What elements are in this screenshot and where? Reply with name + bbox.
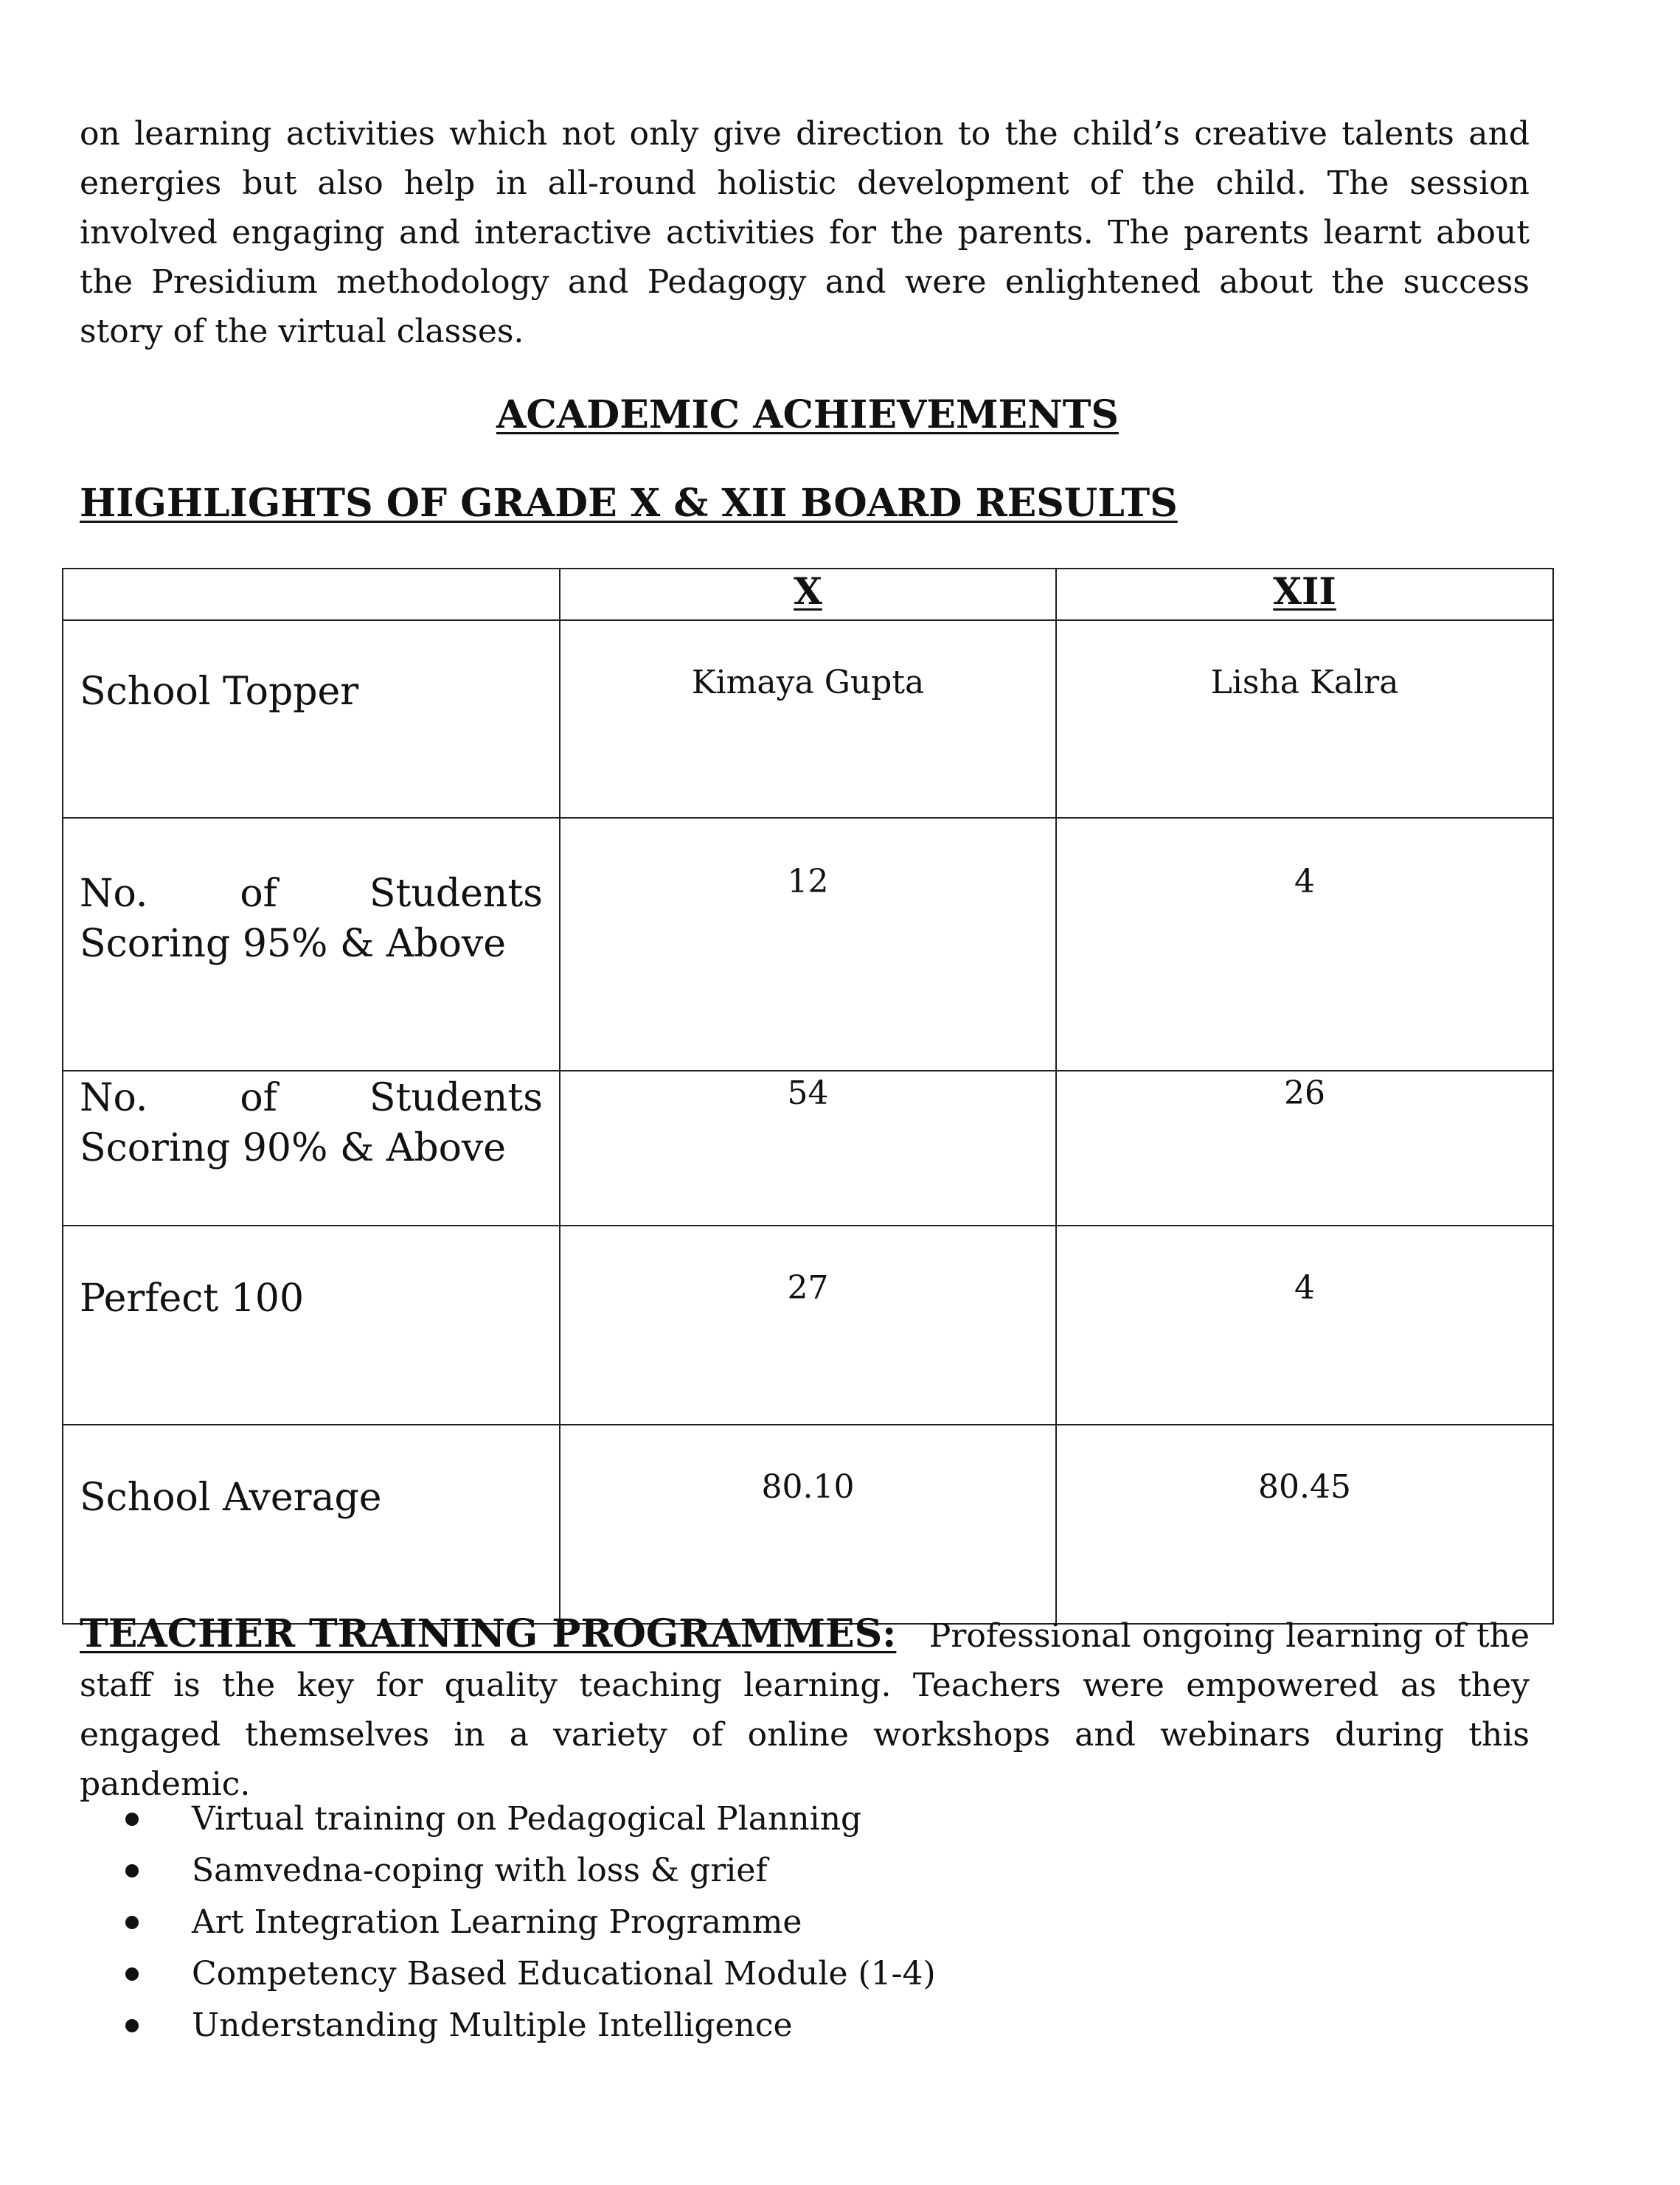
intro-paragraph: on learning activities which not only give direction to the child’s creative talents and energies but also help in all-round holistic development of the child. The session involved engaging and interactive activities for the parents. The parents learnt about the Presidium methodology and Pedagogy and were enlightened about the success story of the virtual classes. (80, 115, 1530, 350)
section-title (0, 389, 1615, 441)
list-item (125, 1793, 936, 1845)
cell-x: 80.10 (560, 1425, 1056, 1624)
row-label: No. of Students Scoring 95% & Above (63, 818, 560, 1071)
header-cell-empty (63, 569, 560, 620)
results-title (80, 478, 1178, 529)
row-label: School Average (63, 1425, 560, 1624)
bullet-icon (125, 1916, 139, 1929)
list-item-text: Art Integration Learning Programme (192, 1903, 802, 1941)
list-item (125, 1897, 936, 1948)
bullet-icon (125, 1813, 139, 1826)
cell-x: 12 (560, 818, 1056, 1071)
cell-xii: Lisha Kalra (1056, 620, 1553, 818)
row-label: No. of Students Scoring 90% & Above (63, 1071, 560, 1226)
table-row (63, 818, 1553, 1071)
header-cell-x: X (560, 569, 1056, 620)
bullet-icon (125, 2019, 139, 2032)
bullet-icon (125, 1864, 139, 1877)
training-paragraph (80, 1609, 1530, 1809)
list-item-text: Virtual training on Pedagogical Planning (192, 1800, 862, 1838)
row-label: Perfect 100 (63, 1226, 560, 1425)
cell-xii: 4 (1056, 1226, 1553, 1425)
board-results-table (62, 568, 1554, 1625)
list-item (125, 2000, 936, 2052)
training-list (125, 1793, 936, 2052)
training-heading: TEACHER TRAINING PROGRAMMES: (80, 1611, 897, 1656)
cell-x: Kimaya Gupta (560, 620, 1056, 818)
table-row (63, 1226, 1553, 1425)
table-header-row (63, 569, 1553, 620)
header-cell-xii: XII (1056, 569, 1553, 620)
cell-xii: 26 (1056, 1071, 1553, 1226)
list-item (125, 1948, 936, 2000)
cell-xii: 4 (1056, 818, 1553, 1071)
bullet-icon (125, 1967, 139, 1981)
row-label: School Topper (63, 620, 560, 818)
training-text: Professional ongoing learning of the staff is the key for quality teaching learning. Teachers were empowered as they engaged themselves in a variety of online workshops and webinars during this pandemic. (80, 1617, 1530, 1803)
section-title-text: ACADEMIC ACHIEVEMENTS (496, 392, 1119, 437)
list-item-text: Competency Based Educational Module (1-4) (192, 1955, 936, 1993)
list-item-text: Understanding Multiple Intelligence (192, 2007, 793, 2044)
list-item (125, 1845, 936, 1897)
cell-x: 54 (560, 1071, 1056, 1226)
table-row (63, 620, 1553, 818)
table-row (63, 1071, 1553, 1226)
results-title-text: HIGHLIGHTS OF GRADE X & XII BOARD RESULTS (80, 481, 1178, 526)
cell-xii: 80.45 (1056, 1425, 1553, 1624)
table-row (63, 1425, 1553, 1624)
list-item-text: Samvedna-coping with loss & grief (192, 1852, 768, 1889)
cell-x: 27 (560, 1226, 1056, 1425)
